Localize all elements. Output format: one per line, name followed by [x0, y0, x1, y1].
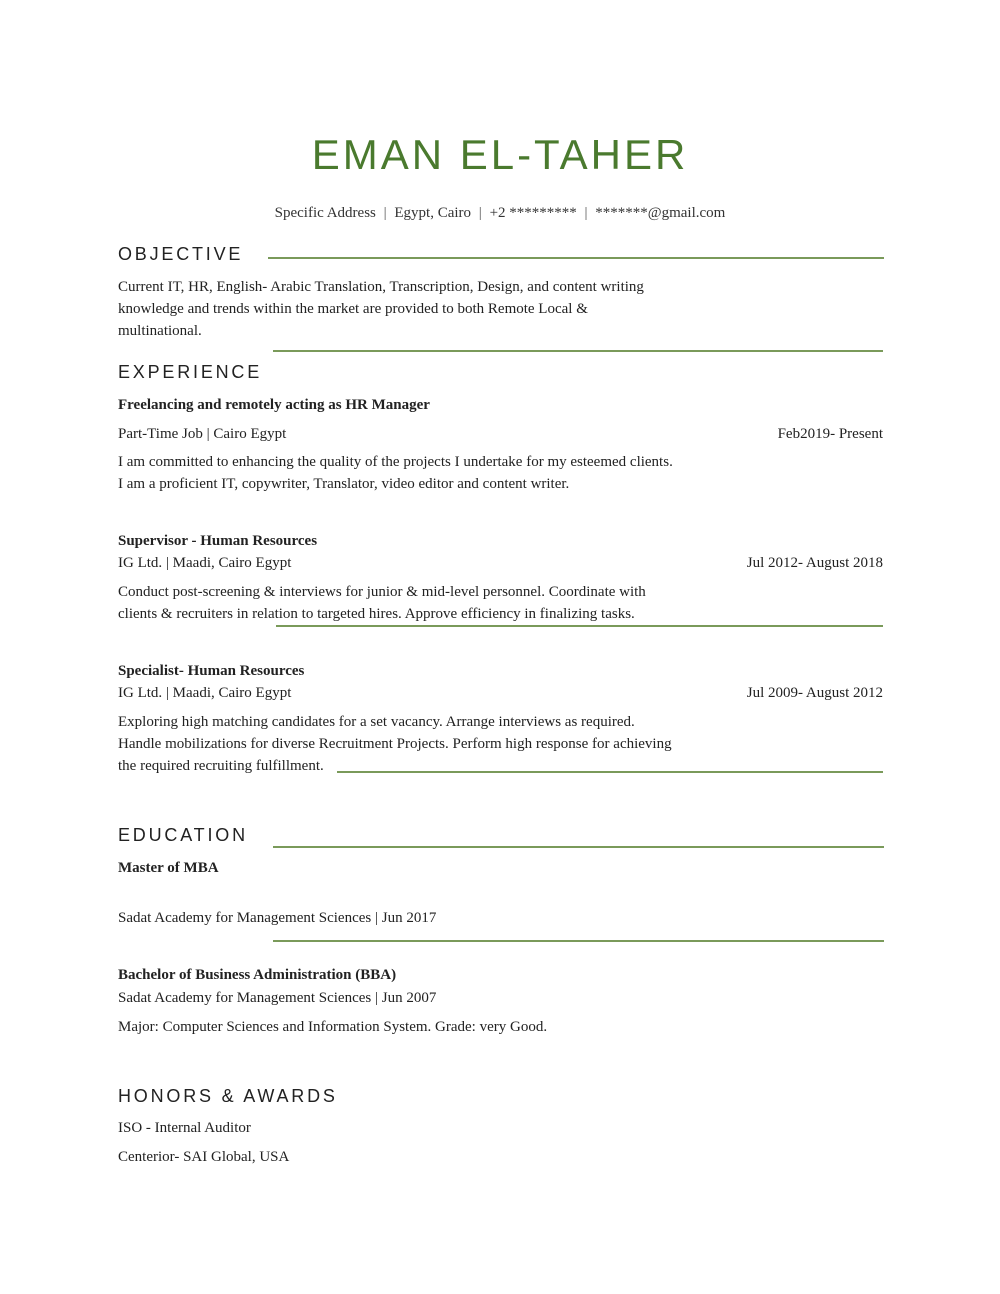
section-heading-honors: HONORS & AWARDS	[118, 1086, 338, 1106]
description-line: I am committed to enhancing the quality of the projects I undertake for my esteemed clients.	[118, 454, 673, 470]
contact-city: Egypt, Cairo	[394, 205, 472, 221]
job-title: Supervisor - Human Resources	[118, 533, 318, 549]
job-organization: IG Ltd. | Maadi, Cairo Egypt	[118, 555, 292, 571]
candidate-name: EMAN EL-TAHER	[311, 131, 689, 178]
job-organization: Part-Time Job | Cairo Egypt	[118, 426, 287, 442]
contact-phone: +2 *********	[489, 205, 577, 221]
honor-item: ISO - Internal Auditor	[118, 1120, 251, 1136]
section-heading-experience: EXPERIENCE	[118, 362, 263, 382]
contact-separator: |	[478, 205, 482, 221]
job-title: Freelancing and remotely acting as HR Manager	[118, 397, 430, 413]
job-organization: IG Ltd. | Maadi, Cairo Egypt	[118, 685, 292, 701]
education-school: Sadat Academy for Management Sciences | Jun 2017	[118, 910, 437, 926]
section-divider	[276, 625, 883, 627]
section-divider	[268, 257, 884, 259]
objective-line: multinational.	[118, 323, 202, 339]
education-degree: Master of MBA	[118, 860, 219, 876]
contact-email: *******@gmail.com	[595, 205, 726, 221]
job-dates: Jul 2009- August 2012	[746, 685, 883, 701]
section-divider	[273, 846, 884, 848]
job-dates: Jul 2012- August 2018	[746, 555, 883, 571]
description-line: I am a proficient IT, copywriter, Translator, video editor and content writer.	[118, 476, 570, 492]
job-description	[118, 711, 818, 777]
objective-text	[118, 276, 758, 342]
section-heading-education: EDUCATION	[118, 825, 248, 845]
description-line: Exploring high matching candidates for a set vacancy. Arrange interviews as required.	[118, 714, 635, 730]
description-line: clients & recruiters in relation to targeted hires. Approve efficiency in finalizing tasks.	[118, 606, 635, 622]
objective-line: knowledge and trends within the market are provided to both Remote Local &	[118, 301, 588, 317]
education-school: Sadat Academy for Management Sciences | Jun 2007	[118, 990, 437, 1006]
section-divider	[337, 771, 883, 773]
job-title: Specialist- Human Resources	[118, 663, 305, 679]
section-divider	[273, 350, 883, 352]
honor-item: Centerior- SAI Global, USA	[118, 1149, 290, 1165]
section-heading-objective: OBJECTIVE	[118, 244, 244, 264]
section-divider	[273, 940, 884, 942]
contact-separator: |	[383, 205, 387, 221]
description-line: Handle mobilizations for diverse Recruitment Projects. Perform high response for achieving	[118, 736, 672, 752]
objective-line: Current IT, HR, English- Arabic Translation, Transcription, Design, and content writing	[118, 279, 644, 295]
description-line: Conduct post-screening & interviews for junior & mid-level personnel. Coordinate with	[118, 584, 646, 600]
job-description	[118, 581, 818, 625]
education-detail: Major: Computer Sciences and Information System. Grade: very Good.	[118, 1019, 548, 1035]
contact-line	[0, 203, 1000, 223]
job-description	[118, 451, 818, 495]
education-degree: Bachelor of Business Administration (BBA)	[118, 967, 397, 983]
job-dates: Feb2019- Present	[777, 426, 883, 442]
contact-address: Specific Address	[274, 205, 376, 221]
contact-separator: |	[584, 205, 588, 221]
description-line: the required recruiting fulfillment.	[118, 758, 324, 774]
